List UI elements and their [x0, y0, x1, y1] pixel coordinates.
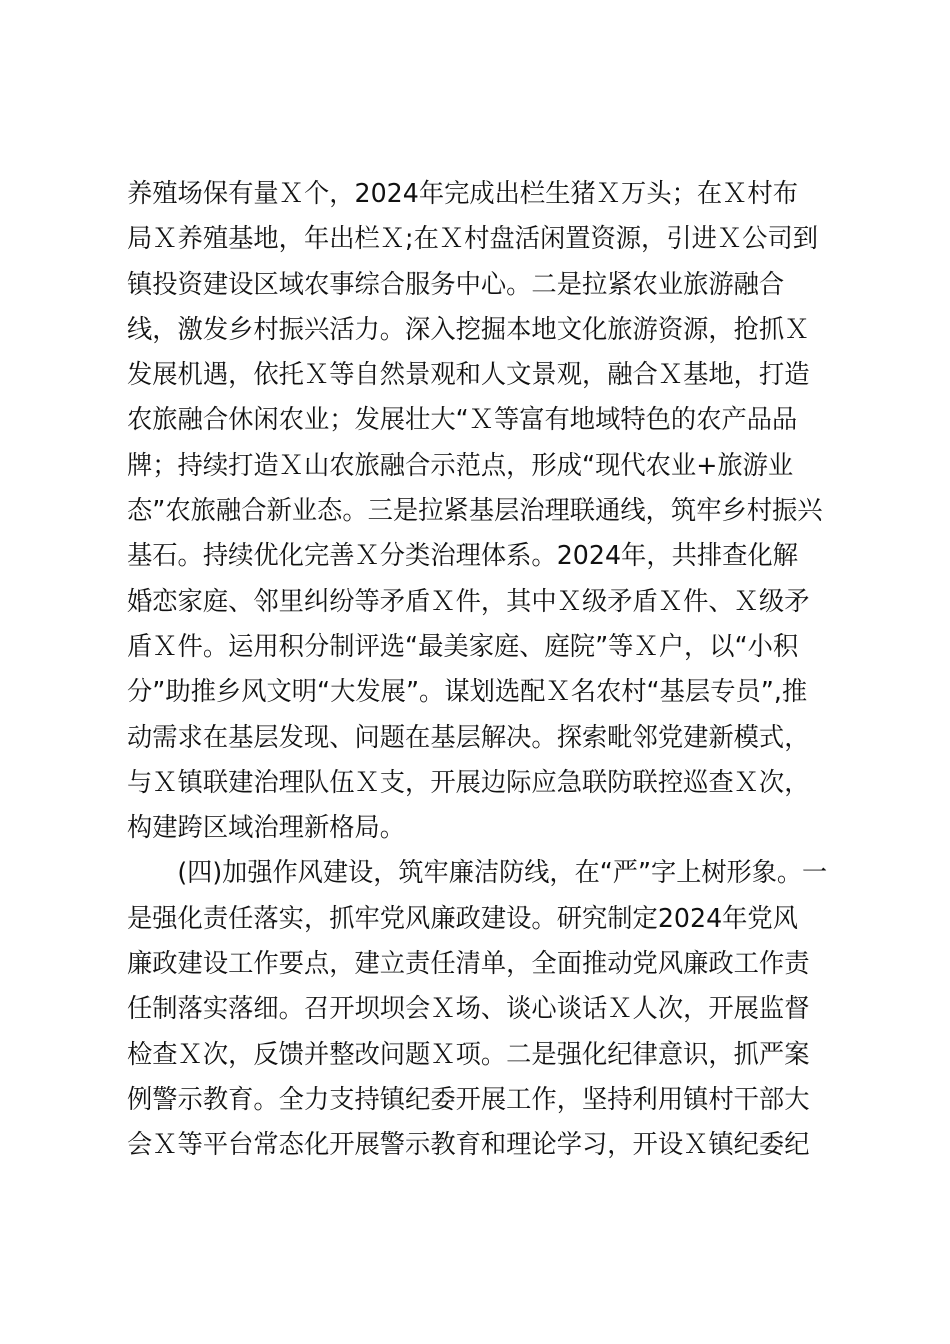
text-line: 与Ｘ镇联建治理队伍Ｘ支，开展边际应急联防联控巡查Ｘ次， [127, 767, 810, 798]
text-line: 盾Ｘ件。运用积分制评选“最美家庭、庭院”等Ｘ户，以“小积 [127, 631, 799, 662]
text-line: (四)加强作风建设，筑牢廉洁防线，在“严”字上树形象。一 [127, 858, 828, 889]
text-line: 任制落实落细。召开坝坝会Ｘ场、谈心谈话Ｘ人次，开展监督 [127, 994, 810, 1025]
text-line: 构建跨区域治理新格局。 [127, 813, 406, 844]
text-line: 基石。持续优化完善Ｘ分类治理体系。2024年，共排查化解 [127, 541, 798, 572]
text-line: 态”农旅融合新业态。三是拉紧基层治理联通线，筑牢乡村振兴 [127, 496, 823, 527]
text-line: 会Ｘ等平台常态化开展警示教育和理论学习，开设Ｘ镇纪委纪 [127, 1130, 810, 1161]
text-line: 廉政建设工作要点，建立责任清单，全面推动党风廉政工作责 [127, 949, 810, 980]
text-line: 是强化责任落实，抓牢党风廉政建设。研究制定2024年党风 [127, 903, 798, 934]
text-line: 分”助推乡风文明“大发展”。谋划选配Ｘ名农村“基层专员”,推 [127, 677, 808, 708]
text-line: 牌；持续打造Ｘ山农旅融合示范点，形成“现代农业+旅游业 [127, 450, 794, 481]
text-line: 养殖场保有量Ｘ个，2024年完成出栏生猪Ｘ万头；在Ｘ村布 [127, 179, 798, 209]
text-line: 检查Ｘ次，反馈并整改问题Ｘ项。二是强化纪律意识，抓严案 [127, 1039, 810, 1070]
text-line: 农旅融合休闲农业；发展壮大“Ｘ等富有地域特色的农产品品 [127, 405, 798, 436]
body-text [127, 172, 847, 1169]
text-line: 婚恋家庭、邻里纠纷等矛盾Ｘ件，其中Ｘ级矛盾Ｘ件、Ｘ级矛 [127, 586, 810, 617]
text-line: 动需求在基层发现、问题在基层解决。探索毗邻党建新模式， [127, 722, 810, 753]
text-line: 例警示教育。全力支持镇纪委开展工作，坚持利用镇村干部大 [127, 1084, 810, 1115]
text-line: 镇投资建设区域农事综合服务中心。二是拉紧农业旅游融合 [127, 269, 785, 300]
text-line: 发展机遇，依托Ｘ等自然景观和人文景观，融合Ｘ基地，打造 [127, 360, 810, 391]
text-line: 局Ｘ养殖基地，年出栏Ｘ;在Ｘ村盘活闲置资源，引进Ｘ公司到 [127, 224, 819, 255]
text-line: 线，激发乡村振兴活力。深入挖掘本地文化旅游资源，抢抓Ｘ [127, 314, 810, 345]
